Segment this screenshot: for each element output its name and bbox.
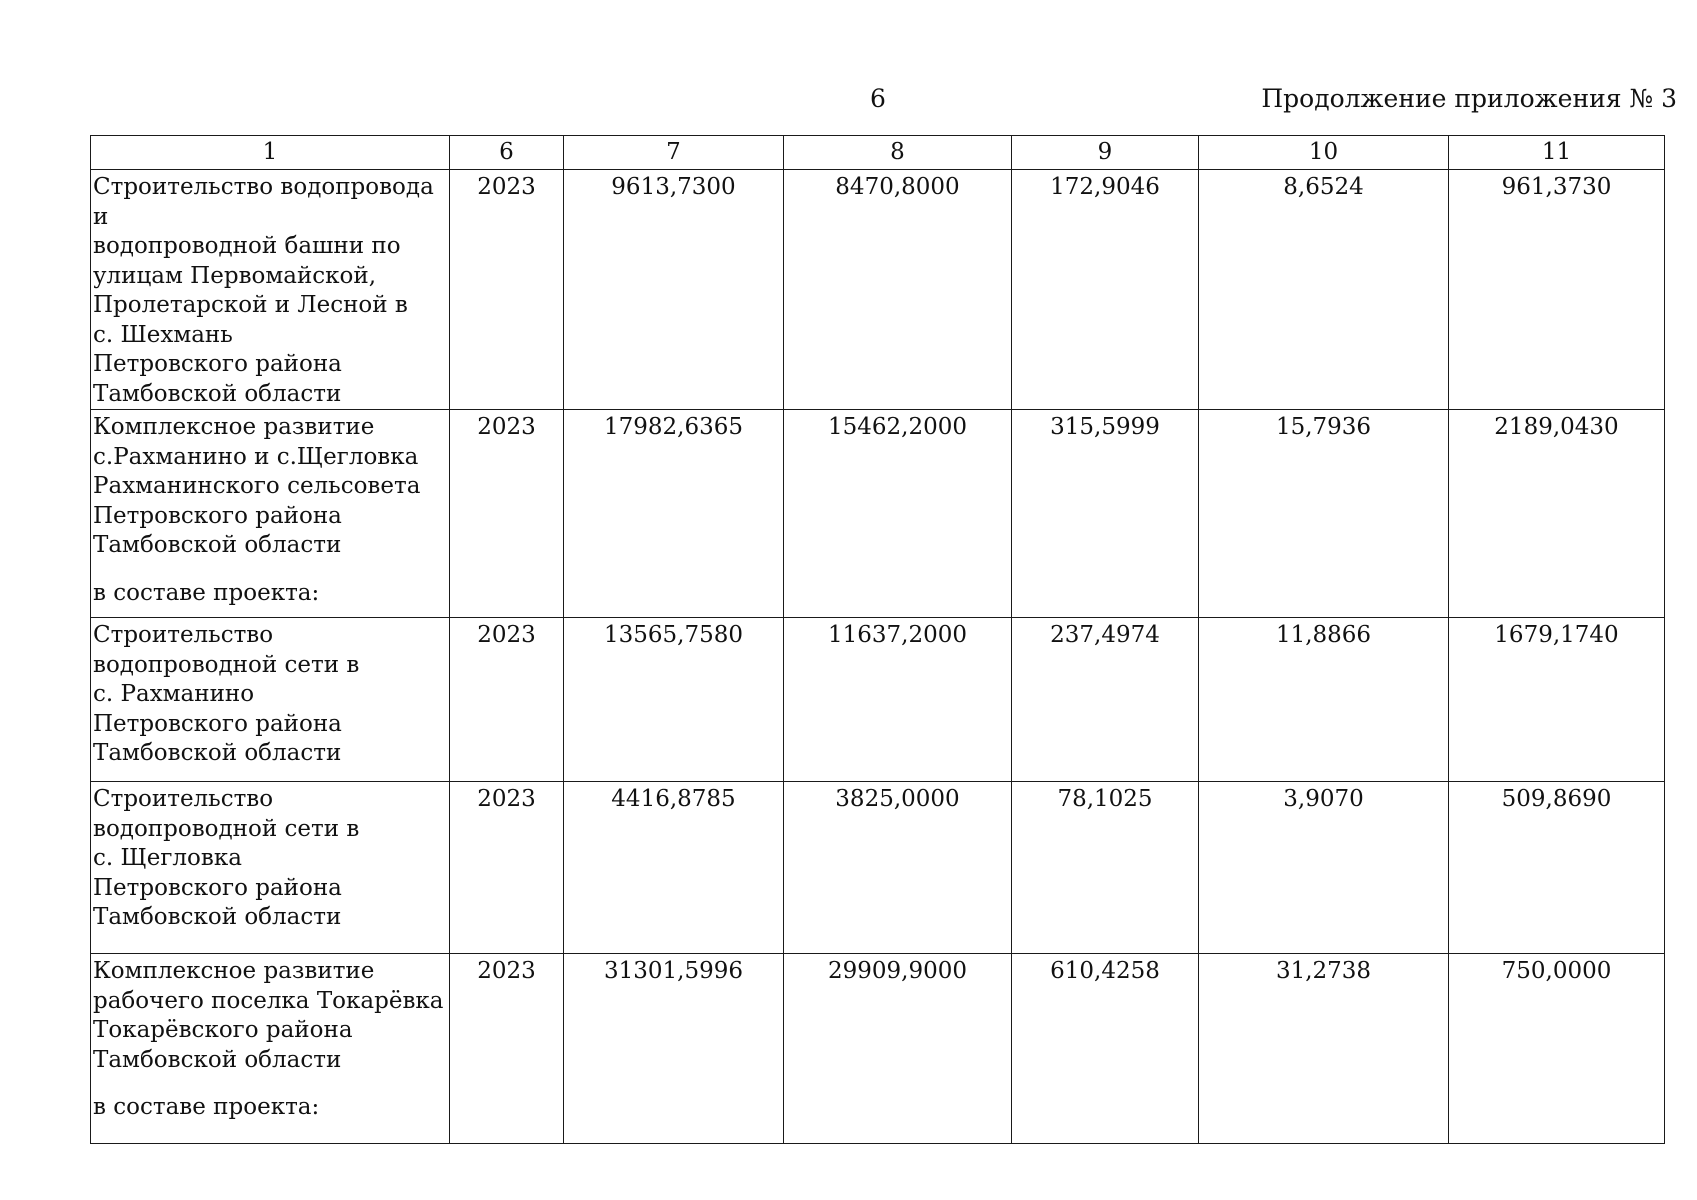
project-name-line: Комплексное развитие	[93, 958, 375, 984]
project-name-line: с.Рахманино и с.Щегловка	[93, 443, 419, 470]
project-name-line: Строительство	[93, 786, 274, 812]
project-name-line: с. Рахманино	[93, 681, 255, 707]
column-header: 11	[1449, 136, 1665, 170]
project-name-line: Петровского района	[93, 874, 342, 901]
project-name-line: Тамбовской области	[93, 532, 342, 558]
column-header: 10	[1199, 136, 1449, 170]
project-name-line: Пролетарской и Лесной в	[93, 292, 408, 318]
value-cell-col11: 2189,0430	[1449, 410, 1665, 618]
project-name-cell	[91, 410, 450, 618]
value-cell-col10: 8,6524	[1199, 170, 1449, 410]
value-cell-col10: 11,8866	[1199, 618, 1449, 782]
project-name-line: Строительство водопровода и	[93, 174, 434, 230]
project-name-line: Тамбовской области	[93, 380, 342, 407]
column-header: 9	[1012, 136, 1199, 170]
project-name-line: водопроводной сети в	[93, 651, 360, 678]
value-cell-col9: 172,9046	[1012, 170, 1199, 410]
project-name-line: Строительство	[93, 622, 274, 648]
year-cell: 2023	[450, 782, 564, 954]
year-cell: 2023	[450, 954, 564, 1144]
year-cell: 2023	[450, 618, 564, 782]
value-cell-col10: 3,9070	[1199, 782, 1449, 954]
project-name-line: Рахманинского сельсовета	[93, 473, 421, 499]
appendix-continuation-label: Продолжение приложения № 3	[1261, 84, 1677, 113]
project-name-line: с. Щегловка	[93, 845, 242, 871]
column-header: 1	[91, 136, 450, 170]
year-cell: 2023	[450, 410, 564, 618]
value-cell-col11: 961,3730	[1449, 170, 1665, 410]
page-number: 6	[870, 84, 886, 113]
project-name-line: Петровского района	[93, 351, 342, 377]
value-cell-col7: 9613,7300	[564, 170, 784, 410]
column-header: 7	[564, 136, 784, 170]
project-name-line: Комплексное развитие	[93, 414, 375, 440]
project-name-line: рабочего поселка Токарёвка	[93, 987, 444, 1014]
value-cell-col8: 29909,9000	[784, 954, 1012, 1144]
value-cell-col7: 31301,5996	[564, 954, 784, 1144]
project-name-cell	[91, 618, 450, 782]
column-header: 8	[784, 136, 1012, 170]
project-name-cell	[91, 170, 450, 410]
project-name-line: Тамбовской области	[93, 1046, 342, 1073]
table-row	[91, 618, 1665, 782]
value-cell-col8: 15462,2000	[784, 410, 1012, 618]
table-row	[91, 782, 1665, 954]
value-cell-col9: 610,4258	[1012, 954, 1199, 1144]
value-cell-col8: 3825,0000	[784, 782, 1012, 954]
value-cell-col10: 15,7936	[1199, 410, 1449, 618]
value-cell-col9: 78,1025	[1012, 782, 1199, 954]
project-name-line: с. Шехмань	[93, 321, 233, 348]
column-number-row	[91, 136, 1665, 170]
appendix-table	[90, 135, 1665, 1144]
year-cell: 2023	[450, 170, 564, 410]
spacer	[93, 1075, 449, 1093]
project-name-line: водопроводной сети в	[93, 815, 360, 842]
value-cell-col11: 750,0000	[1449, 954, 1665, 1144]
value-cell-col9: 315,5999	[1012, 410, 1199, 618]
project-name-cell	[91, 782, 450, 954]
project-name-cell	[91, 954, 450, 1144]
project-name-line: Тамбовской области	[93, 740, 342, 766]
value-cell-col8: 11637,2000	[784, 618, 1012, 782]
spacer	[93, 561, 449, 579]
value-cell-col11: 1679,1740	[1449, 618, 1665, 782]
value-cell-col11: 509,8690	[1449, 782, 1665, 954]
table-row	[91, 954, 1665, 1144]
column-header: 6	[450, 136, 564, 170]
value-cell-col7: 13565,7580	[564, 618, 784, 782]
project-name-line: Токарёвского района	[93, 1017, 353, 1043]
value-cell-col7: 17982,6365	[564, 410, 784, 618]
project-name-line: Тамбовской области	[93, 904, 342, 930]
value-cell-col10: 31,2738	[1199, 954, 1449, 1144]
table-row	[91, 410, 1665, 618]
project-composition-note: в составе проекта:	[93, 1094, 320, 1120]
project-name-line: водопроводной башни по	[93, 233, 401, 259]
value-cell-col8: 8470,8000	[784, 170, 1012, 410]
project-composition-note: в составе проекта:	[93, 579, 320, 606]
project-name-line: Петровского района	[93, 502, 342, 529]
project-name-line: Петровского района	[93, 710, 342, 737]
value-cell-col7: 4416,8785	[564, 782, 784, 954]
value-cell-col9: 237,4974	[1012, 618, 1199, 782]
table-row	[91, 170, 1665, 410]
project-name-line: улицам Первомайской,	[93, 262, 377, 289]
